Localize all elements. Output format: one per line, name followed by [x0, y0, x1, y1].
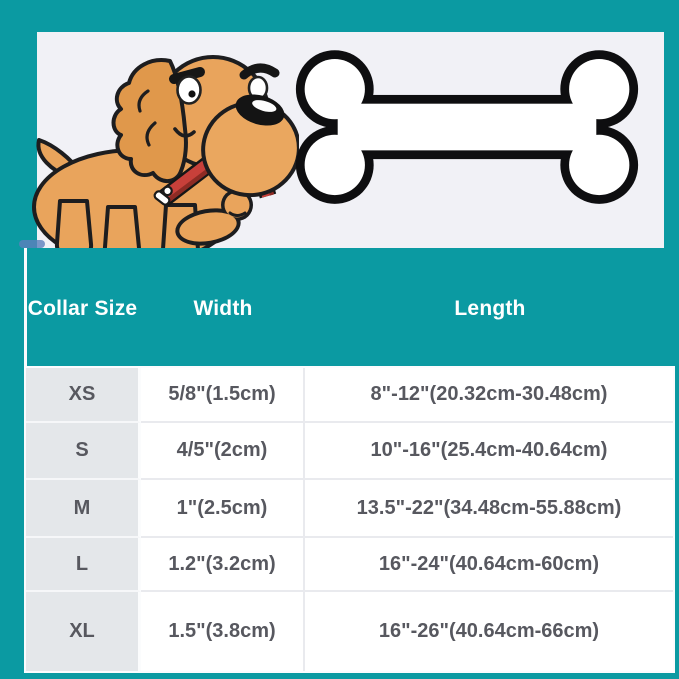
header-width: Width	[193, 297, 253, 320]
size-cell: M	[26, 480, 141, 538]
size-cell: XL	[26, 592, 141, 671]
table-header-row	[24, 281, 675, 337]
table-row	[26, 423, 673, 480]
table-row	[26, 538, 673, 592]
width-cell: 5/8"(1.5cm)	[141, 368, 305, 423]
length-cell: 16"-24"(40.64cm-60cm)	[305, 538, 673, 592]
size-cell: L	[26, 538, 141, 592]
blue-smudge-artifact	[19, 240, 45, 248]
cartoon-dog-icon	[27, 55, 299, 248]
size-cell: S	[26, 423, 141, 480]
width-cell: 4/5"(2cm)	[141, 423, 305, 480]
size-table	[24, 366, 675, 673]
bone-icon	[292, 50, 642, 206]
width-cell: 1.2"(3.2cm)	[141, 538, 305, 592]
length-cell: 13.5"-22"(34.48cm-55.88cm)	[305, 480, 673, 538]
bone-outline-icon	[292, 50, 642, 206]
length-cell: 16"-26"(40.64cm-66cm)	[378, 620, 600, 642]
dog-illustration	[27, 55, 299, 248]
table-row	[26, 480, 673, 538]
length-cell: 10"-16"(25.4cm-40.64cm)	[305, 423, 673, 480]
width-cell: 1.5"(3.8cm)	[141, 592, 305, 671]
table-row	[26, 592, 673, 671]
table-row	[26, 368, 673, 423]
header-collar-size: Collar Size	[27, 297, 138, 320]
length-cell: 8"-12"(20.32cm-30.48cm)	[305, 368, 673, 423]
header-length: Length	[454, 297, 526, 320]
width-cell: 1"(2.5cm)	[141, 480, 305, 538]
size-cell: XS	[26, 368, 141, 423]
